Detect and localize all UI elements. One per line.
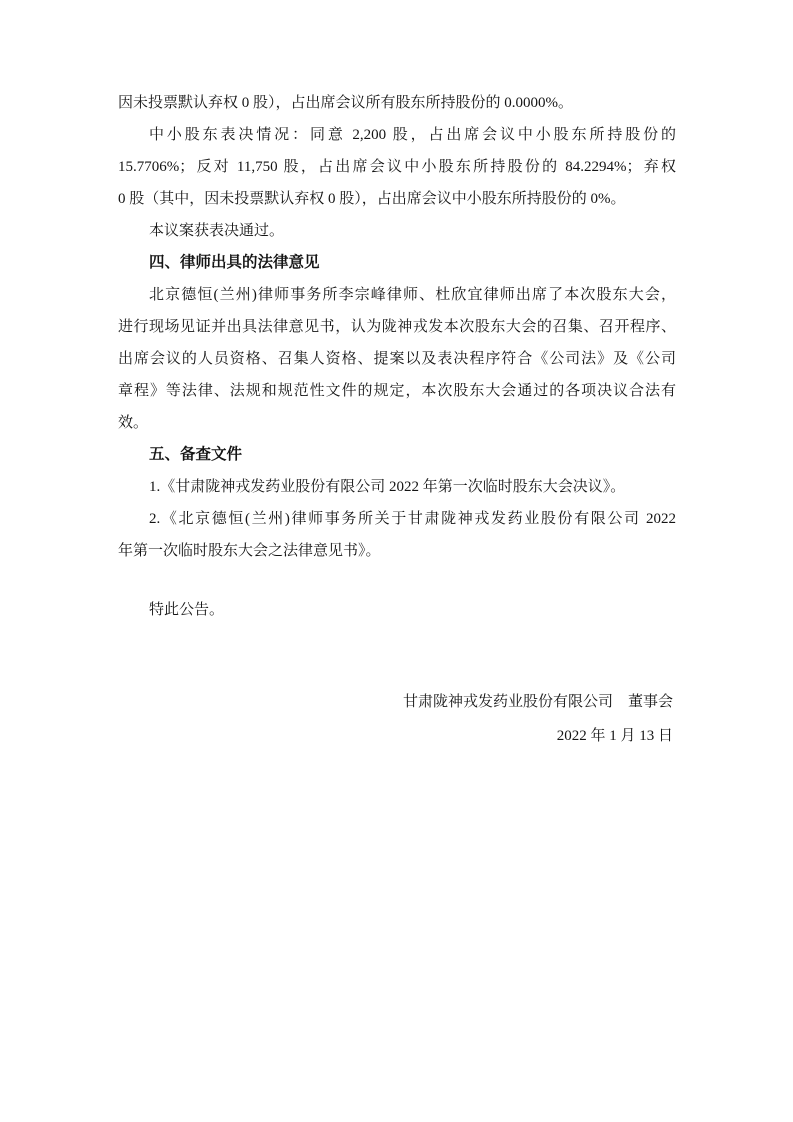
legal-opinion-line-2: 进行现场见证并出具法律意见书，认为陇神戎发本次股东大会的召集、召开程序、 — [118, 319, 676, 335]
signature-date-line: 2022 年 1 月 13 日 — [556, 728, 673, 744]
voting-result-line: 本议案获表决通过。 — [149, 223, 285, 239]
voting-minority-line-1: 中小股东表决情况：同意 2,200 股，占出席会议中小股东所持股份的 — [149, 127, 676, 143]
legal-opinion-line-3: 出席会议的人员资格、召集人资格、提案以及表决程序符合《公司法》及《公司 — [118, 351, 676, 367]
document-body — [118, 87, 676, 752]
reference-document-item-2-line-1: 2.《北京德恒(兰州)律师事务所关于甘肃陇神戎发药业股份有限公司 2022 — [149, 511, 676, 527]
voting-minority-line-3: 0 股（其中，因未投票默认弃权 0 股），占出席会议中小股东所持股份的 0%。 — [118, 191, 626, 207]
legal-opinion-line-1: 北京德恒(兰州)律师事务所李宗峰律师、杜欣宜律师出席了本次股东大会， — [149, 287, 676, 303]
closing-statement: 特此公告。 — [149, 602, 225, 618]
signature-company-line: 甘肃陇神戎发药业股份有限公司 董事会 — [402, 694, 673, 710]
legal-opinion-line-4: 章程》等法律、法规和规范性文件的规定，本次股东大会通过的各项决议合法有 — [118, 383, 676, 399]
reference-document-item-2-line-2: 年第一次临时股东大会之法律意见书》。 — [118, 543, 381, 559]
voting-all-shareholders-continuation-line: 因未投票默认弃权 0 股），占出席会议所有股东所持股份的 0.0000%。 — [118, 95, 573, 111]
reference-document-item-1: 1.《甘肃陇神戎发药业股份有限公司 2022 年第一次临时股东大会决议》。 — [149, 479, 626, 495]
section-heading-legal-opinion: 四、律师出具的法律意见 — [149, 254, 320, 271]
section-heading-reference-documents: 五、备查文件 — [149, 446, 243, 463]
legal-opinion-line-5: 效。 — [118, 415, 149, 431]
voting-minority-line-2: 15.7706%；反对 11,750 股，占出席会议中小股东所持股份的 84.2294%；弃权 — [118, 159, 676, 175]
